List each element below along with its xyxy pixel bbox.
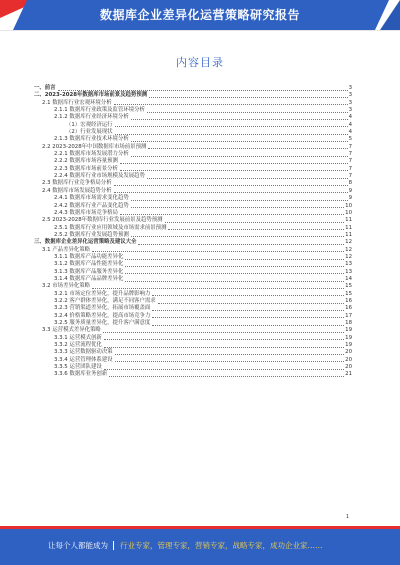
toc-entry-page: 14	[345, 275, 352, 282]
toc-entry[interactable]	[34, 225, 352, 232]
toc-entry[interactable]	[34, 305, 352, 312]
toc-entry[interactable]	[34, 136, 352, 143]
toc-leader-dots	[147, 107, 348, 113]
toc-entry-page: 11	[345, 217, 352, 224]
toc-entry-page: 11	[345, 231, 352, 238]
toc-entry-title: 一、前言	[34, 85, 56, 91]
toc-entry[interactable]	[34, 335, 352, 342]
toc-entry-page: 12	[345, 246, 352, 253]
toc-entry-title: 3.3.6 数据库业务创新	[54, 371, 108, 378]
toc-entry-title: 2.2.1 数据库市场发展潜力分析	[54, 151, 129, 158]
toc-leader-dots	[120, 210, 344, 216]
toc-leader-dots	[115, 357, 345, 363]
toc-entry-page: 20	[345, 349, 352, 356]
report-header	[0, 0, 400, 31]
toc-entry[interactable]	[34, 283, 352, 290]
toc-entry-title: 3.2.5 服务质量差异化，提升客户满意度	[54, 320, 151, 326]
toc-leader-dots	[114, 100, 348, 106]
toc-entry-page: 20	[345, 364, 352, 371]
toc-entry-title: 2.2.4 数据库行业市场规模及发展趋势	[54, 173, 145, 180]
toc-leader-dots	[92, 247, 344, 253]
toc-entry-page: 12	[345, 253, 352, 260]
toc-leader-dots	[168, 225, 344, 231]
footer-banner	[0, 526, 400, 565]
toc-leader-dots	[131, 195, 348, 201]
toc-entry-title: 3.3.1 运营模式创新	[54, 334, 102, 341]
toc-leader-dots	[152, 291, 344, 297]
toc-entry[interactable]	[34, 100, 352, 107]
toc-entry-page: 12	[345, 239, 352, 246]
toc-heading: 内容目录	[176, 56, 224, 69]
toc-entry-title: 3.1 产品差异化策略	[42, 246, 91, 253]
report-title: 数据库企业差异化运营策略研究报告	[99, 8, 300, 22]
toc-entry-page: 19	[345, 327, 352, 334]
toc-entry-title: 2.1.1 数据库行业政策及监管环境分析	[54, 107, 145, 114]
toc-entry-title: 2.1 数据库行业宏观环境分析	[42, 99, 112, 106]
toc-entry-page: 4	[348, 121, 352, 128]
toc-entry-title: 3.1.4 数据库产品品牌差异化	[54, 275, 124, 282]
toc-entry-page: 16	[345, 305, 352, 312]
toc-entry[interactable]	[34, 114, 352, 121]
toc-entry-title: 2.4 数据库市场发展趋势分析	[42, 187, 112, 194]
toc-entry-title: 3.3.3 运营数据驱动决策	[54, 349, 113, 356]
toc-entry-page: 7	[348, 173, 352, 180]
toc-entry-title: 2.3 数据库行业竞争格局分析	[42, 180, 112, 187]
toc-entry[interactable]	[34, 158, 352, 165]
toc-entry-page: 3	[348, 99, 352, 106]
toc-entry[interactable]	[34, 269, 352, 276]
toc-entry-page: 9	[348, 195, 352, 202]
toc-leader-dots	[158, 298, 344, 304]
toc-entry-title: 2.4.3 数据库市场竞争格局	[54, 209, 118, 216]
toc-entry-page: 7	[348, 158, 352, 165]
toc-entry-title: 3.2 市场差异化策略	[42, 283, 91, 290]
toc-entry[interactable]	[34, 217, 352, 224]
toc-entry-title: 2.5 2023-2028年数据库行业发展前景及趋势预测	[42, 217, 163, 224]
toc-entry-page: 18	[345, 320, 352, 326]
toc-entry-page: 20	[345, 356, 352, 363]
toc-leader-dots	[103, 327, 344, 333]
toc-entry[interactable]	[34, 313, 352, 320]
toc-entry-title: 2.2.3 数据库市场前景分析	[54, 165, 118, 172]
toc-entry[interactable]	[34, 92, 352, 99]
toc-entry-title: （1）宏观经济运行	[66, 121, 113, 128]
toc-leader-dots	[125, 254, 344, 260]
toc-leader-dots	[125, 269, 344, 275]
toc-entry-page: 4	[348, 129, 352, 136]
toc-entry-title: 3.1.1 数据库产品功能差异化	[54, 253, 124, 260]
toc-leader-dots	[109, 371, 344, 377]
toc-entry-page: 19	[345, 334, 352, 341]
toc-leader-dots	[115, 349, 345, 355]
toc-entry-page: 11	[345, 224, 352, 231]
toc-entry-page: 21	[345, 371, 352, 378]
toc-leader-dots	[149, 92, 347, 98]
toc-entry-title: 3.3.4 运营管理体系建设	[54, 356, 113, 363]
toc-entry[interactable]	[34, 195, 352, 202]
toc-leader-dots	[104, 342, 344, 348]
toc-entry-title: 3.1.2 数据库产品性能差异化	[54, 261, 124, 268]
toc-entry-page: 13	[345, 261, 352, 268]
toc-entry-title: 二、2023-2028年数据库市场前景及趋势预测	[34, 92, 148, 99]
toc-entry[interactable]	[34, 349, 352, 356]
footer-divider	[113, 541, 114, 550]
toc-entry[interactable]	[34, 371, 352, 378]
toc-entry-title: 2.4.1 数据库市场需求变化趋势	[54, 195, 129, 202]
toc-entry[interactable]	[34, 261, 352, 268]
toc-leader-dots	[120, 166, 348, 172]
toc-leader-dots	[148, 144, 347, 150]
toc-entry-title: 3.3.5 运营团队建设	[54, 364, 102, 371]
toc-entry-title: 3.2.3 营销渠道差异化，拓展市场覆盖面	[54, 305, 151, 312]
toc-entry-title: 3.2.4 价格策略差异化，提高市场竞争力	[54, 312, 151, 319]
toc-entry-title: 3.3 运营模式差异化策略	[42, 327, 101, 334]
toc-entry-page: 17	[345, 312, 352, 319]
toc-leader-dots	[138, 239, 344, 245]
toc-entry[interactable]	[34, 203, 352, 210]
toc-entry[interactable]	[34, 239, 352, 246]
toc-entry[interactable]	[34, 291, 352, 298]
toc-entry-page: 7	[348, 151, 352, 158]
toc-entry-page: 3	[348, 92, 352, 99]
toc-entry-page: 10	[345, 202, 352, 209]
toc-entry-title: 2.5.1 数据库行业应用领域及市场需求前景预测	[54, 224, 167, 231]
toc-leader-dots	[131, 203, 344, 209]
toc-leader-dots	[58, 85, 348, 91]
toc-entry-title: 2.2 2023-2028年中国数据库市场前景预测	[42, 143, 147, 150]
toc-entry-page: 15	[345, 283, 352, 290]
toc-leader-dots	[125, 276, 344, 282]
toc-entry-title: 2.5.2 数据库行业发展趋势预测	[54, 231, 129, 238]
toc-entry-page: 19	[345, 342, 352, 349]
toc-entry-page: 7	[348, 143, 352, 150]
toc-leader-dots	[104, 335, 344, 341]
toc-leader-dots	[115, 122, 348, 128]
toc-leader-dots	[131, 114, 348, 120]
toc-entry[interactable]	[34, 327, 352, 334]
toc-entry-page: 13	[345, 268, 352, 275]
toc-entry-title: 3.3.2 运营流程优化	[54, 342, 102, 349]
toc-leader-dots	[125, 261, 344, 267]
toc-entry-title: 2.2.2 数据库市场容量预测	[54, 158, 118, 165]
toc-entry-title: 3.2.1 市场定位差异化，提升品牌影响力	[54, 290, 151, 297]
toc-leader-dots	[152, 305, 344, 311]
footer-tagline: 行业专家，管理专家，营销专家，战略专家，成功企业家……	[120, 541, 323, 550]
toc-entry[interactable]	[34, 247, 352, 254]
toc-entry[interactable]	[34, 144, 352, 151]
toc-entry-title: 2.4.2 数据库行业产品变化趋势	[54, 202, 129, 209]
footer-slogan: 让每个人都能成为	[48, 541, 108, 550]
toc-entry[interactable]	[34, 357, 352, 364]
toc-leader-dots	[92, 283, 344, 289]
toc-entry-page: 5	[348, 136, 352, 143]
footer-red-stripe	[0, 526, 400, 529]
toc-entry-title: （2）行业发展现状	[66, 129, 113, 136]
toc-entry-page: 8	[348, 180, 352, 187]
toc-entry-page: 3	[348, 85, 352, 91]
toc-entry-page: 16	[345, 297, 352, 304]
toc-leader-dots	[131, 232, 344, 238]
toc-entry-page: 3	[348, 107, 352, 114]
toc-leader-dots	[152, 313, 344, 319]
toc-leader-dots	[120, 158, 348, 164]
toc-entry-title: 3.1.3 数据库产品服务差异化	[54, 268, 124, 275]
toc-entry-title: 2.1.3 数据库行业技术环境分析	[54, 136, 129, 143]
toc-entry-page: 4	[348, 114, 352, 121]
toc-leader-dots	[104, 364, 344, 370]
toc-leader-dots	[131, 136, 348, 142]
toc-leader-dots	[131, 151, 348, 157]
toc-leader-dots	[115, 129, 348, 135]
toc-entry-page: 9	[348, 187, 352, 194]
page-number: 1	[345, 514, 349, 520]
toc-entry[interactable]	[34, 122, 352, 129]
table-of-contents	[34, 85, 352, 379]
toc-leader-dots	[152, 320, 344, 326]
toc-entry-page: 7	[348, 165, 352, 172]
toc-entry-title: 三、数据库企业差异化运营策略及建议大全	[34, 239, 137, 246]
toc-entry-title: 3.2.2 客户群体差异化，满足不同客户需求	[54, 297, 156, 304]
toc-entry[interactable]	[34, 180, 352, 187]
toc-leader-dots	[165, 217, 345, 223]
toc-entry-page: 15	[345, 290, 352, 297]
toc-entry-page: 10	[345, 209, 352, 216]
toc-leader-dots	[114, 188, 348, 194]
toc-leader-dots	[114, 180, 348, 186]
toc-leader-dots	[147, 173, 348, 179]
toc-entry-title: 2.1.2 数据库行业经济环境分析	[54, 114, 129, 121]
